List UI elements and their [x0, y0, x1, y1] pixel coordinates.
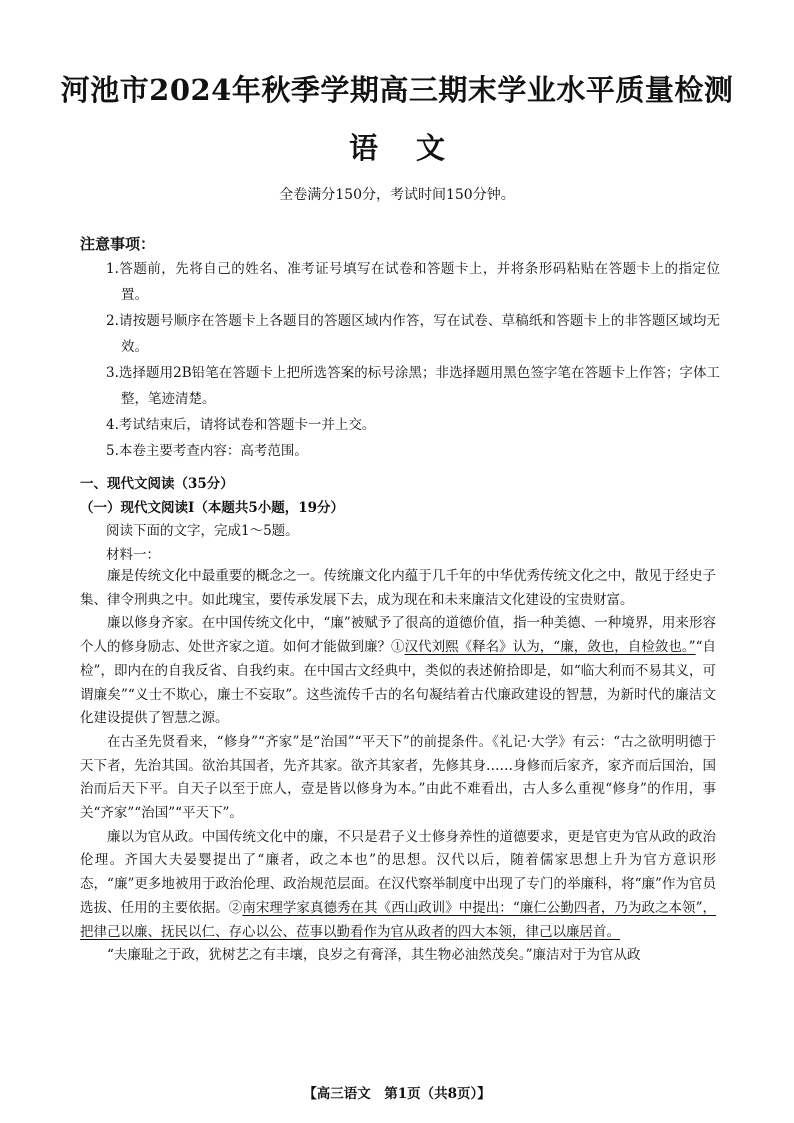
subsection-heading: （一）现代文阅读Ⅰ（本题共5小题，19分） [80, 500, 344, 516]
notice-item: 1.答题前，先将自己的姓名、准考证号填写在试卷和答题卡上，并将条形码粘贴在答题卡上的指定位置。 [106, 261, 720, 303]
notice-item: 3.选择题用2B铅笔在答题卡上把所选答案的标号涂黑；非选择题用黑色签字笔在答题卡上作答；字体工整，笔迹清楚。 [106, 365, 720, 407]
notice-item: 2.请按题号顺序在答题卡上各题目的答题区域内作答，写在试卷、草稿纸和答题卡上的非答题区域均无效。 [106, 313, 720, 355]
notice-item: 5.本卷主要考查内容：高考范围。 [106, 443, 308, 459]
reading-instruction: 阅读下面的文字，完成1～5题。 [106, 523, 299, 539]
material-body [80, 565, 716, 968]
paragraph-3: 在古圣先贤看来，“修身”“齐家”是“治国”“平天下”的前提条件。《礼记·大学》有云：“古之欲明明德于天下者，先治其国。欲治其国者，先齐其家。欲齐其家者，先修其身……身修而后家齐，家齐而后国治，国治而后天下平。自天子以至于庶人，壹是皆以修身为本。”由此不难看出，古人多么重视“修身”的作用，事关“齐家”“治国”“平天下”。 [80, 733, 716, 822]
underlined-sentence-1: 汉代刘熙《释名》认为，“廉，敛也，自检敛也。” [404, 639, 696, 656]
paragraph-2-text-b: “自检”，即内在的自我反省、自我约束。在中国古文经典中，类似的表述俯拾即是，如“临大利而不易其义，可谓廉矣”“义士不欺心，廉士不妄取”。这些流传千古的名句凝结着古代廉政建设的智慧，为新时代的廉洁文化建设提供了智慧之源。 [80, 639, 717, 727]
paragraph-4 [80, 826, 716, 945]
subject-title: 语文 [348, 131, 483, 165]
underlined-sentence-2: 南宋理学家真德秀在其《西山政训》中提出：“廉仁公勤四者，乃为政之本领”，把律己以廉、抚民以仁、存心以公、莅事以勤看作为官从政者的四大本领，律己以廉居首。 [80, 899, 716, 940]
exam-title: 河池市2024年秋季学期高三期末学业水平质量检测 [60, 73, 734, 107]
score-info: 全卷满分150分，考试时间150分钟。 [279, 187, 515, 203]
paragraph-5: “夫廉耻之于政，犹树艺之有丰壤，良岁之有膏泽，其生物必油然茂矣。”廉洁对于为官从政 [107, 947, 641, 964]
page-footer: 【高三语文 第1页（共8页）】 [303, 1086, 491, 1102]
notice-list [106, 256, 720, 464]
paragraph-2 [80, 612, 716, 731]
paragraph-4-text-a: 廉以为官从政。中国传统文化中的廉，不只是君子义士修身养性的道德要求，更是官吏为官从政的政治伦理。齐国大夫晏婴提出了“廉者，政之本也”的思想。汉代以后，随着儒家思想上升为官方意识形态，“廉”更多地被用于政治伦理、政治规范层面。在汉代察举制度中出现了专门的举廉科，将“廉”作为官员选拔、任用的主要依据。② [80, 828, 716, 916]
material-label: 材料一： [106, 547, 160, 563]
section-heading: 一、现代文阅读（35分） [80, 476, 234, 492]
notice-item: 4.考试结束后，请将试卷和答题卡一并上交。 [106, 417, 376, 433]
paragraph-1: 廉是传统文化中最重要的概念之一。传统廉文化内蕴于几千年的中华优秀传统文化之中，散见于经史子集、律令刑典之中。如此瑰宝，要传承发展下去，成为现在和未来廉洁文化建设的宝贵财富。 [80, 568, 716, 608]
paragraph-2-text-a: 廉以修身齐家。在中国传统文化中，“廉”被赋予了很高的道德价值，指一种美德、一种境界，用来形容个人的修身励志、处世齐家之道。如何才能做到廉？① [80, 615, 716, 656]
notice-title: 注意事项： [80, 235, 156, 253]
